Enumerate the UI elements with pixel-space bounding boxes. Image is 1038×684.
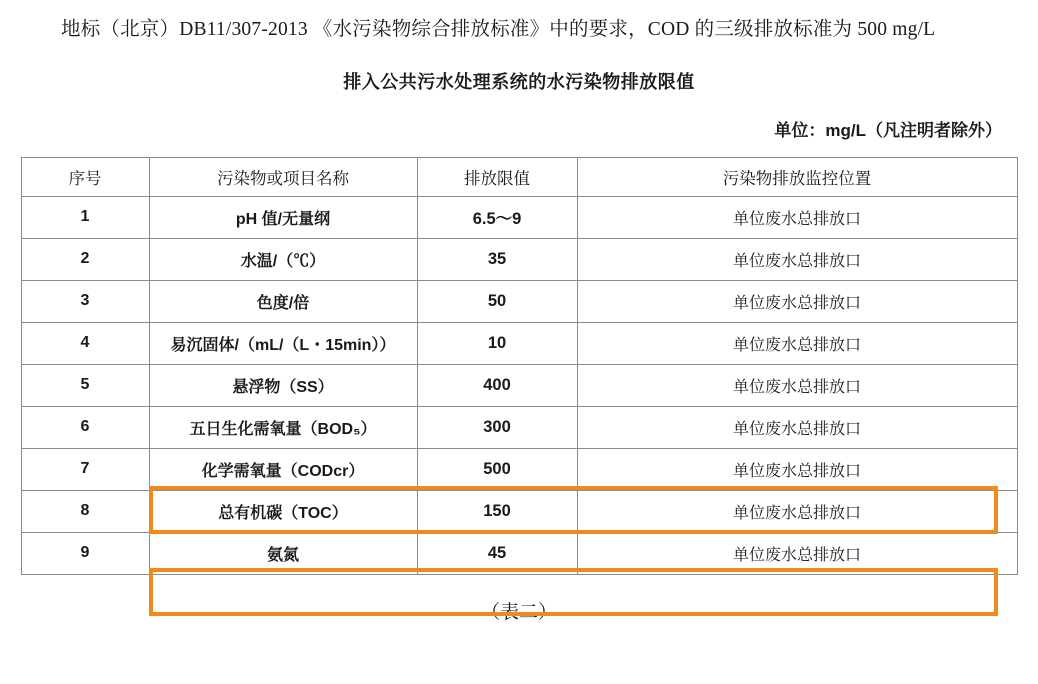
- table-row: [21, 322, 1017, 364]
- cell-location: 单位废水总排放口: [577, 532, 1017, 574]
- cell-index: 9: [21, 532, 149, 574]
- cell-index: 1: [21, 196, 149, 238]
- cell-pollutant: 易沉固体/（mL/（L・15min））: [149, 322, 417, 364]
- cell-location: 单位废水总排放口: [577, 364, 1017, 406]
- table-row: [21, 364, 1017, 406]
- cell-pollutant: 悬浮物（SS）: [149, 364, 417, 406]
- cell-pollutant: 氨氮: [149, 532, 417, 574]
- cell-index: 3: [21, 280, 149, 322]
- cell-index: 8: [21, 490, 149, 532]
- cell-location: 单位废水总排放口: [577, 322, 1017, 364]
- intro-paragraph: 地标（北京）DB11/307-2013 《水污染物综合排放标准》中的要求，COD 的三级排放标准为 500 mg/L: [61, 19, 936, 40]
- table-row: [21, 448, 1017, 490]
- table-caption: （表二）: [480, 601, 557, 623]
- table-row: [21, 196, 1017, 238]
- table-row: [21, 532, 1017, 574]
- cell-index: 5: [21, 364, 149, 406]
- cell-index: 4: [21, 322, 149, 364]
- cell-pollutant: 化学需氧量（CODcr）: [149, 448, 417, 490]
- cell-location: 单位废水总排放口: [577, 238, 1017, 280]
- table-row: [21, 490, 1017, 532]
- cell-limit: 45: [417, 532, 577, 574]
- cell-index: 2: [21, 238, 149, 280]
- cell-location: 单位废水总排放口: [577, 406, 1017, 448]
- cell-index: 7: [21, 448, 149, 490]
- cell-pollutant: 五日生化需氧量（BOD₅）: [149, 406, 417, 448]
- cell-location: 单位废水总排放口: [577, 196, 1017, 238]
- cell-location: 单位废水总排放口: [577, 448, 1017, 490]
- table-row: [21, 280, 1017, 322]
- table-title: 排入公共污水处理系统的水污染物排放限值: [343, 71, 695, 92]
- cell-index: 6: [21, 406, 149, 448]
- cell-limit: 300: [417, 406, 577, 448]
- cell-limit: 50: [417, 280, 577, 322]
- cell-limit: 35: [417, 238, 577, 280]
- cell-pollutant: pH 值/无量纲: [149, 196, 417, 238]
- cell-location: 单位废水总排放口: [577, 490, 1017, 532]
- emission-limits-table: [21, 157, 1018, 575]
- unit-note: 单位：mg/L（凡注明者除外）: [774, 120, 1002, 140]
- cell-pollutant: 水温/（℃）: [149, 238, 417, 280]
- cell-pollutant: 色度/倍: [149, 280, 417, 322]
- column-header-index: 序号: [21, 157, 149, 196]
- table-header-row: [21, 157, 1017, 196]
- cell-limit: 500: [417, 448, 577, 490]
- cell-limit: 6.5～9: [417, 196, 577, 238]
- cell-limit: 400: [417, 364, 577, 406]
- column-header-location: 污染物排放监控位置: [577, 157, 1017, 196]
- table-row: [21, 238, 1017, 280]
- cell-pollutant: 总有机碳（TOC）: [149, 490, 417, 532]
- table-row: [21, 406, 1017, 448]
- column-header-pollutant: 污染物或项目名称: [149, 157, 417, 196]
- cell-location: 单位废水总排放口: [577, 280, 1017, 322]
- cell-limit: 150: [417, 490, 577, 532]
- column-header-limit: 排放限值: [417, 157, 577, 196]
- cell-limit: 10: [417, 322, 577, 364]
